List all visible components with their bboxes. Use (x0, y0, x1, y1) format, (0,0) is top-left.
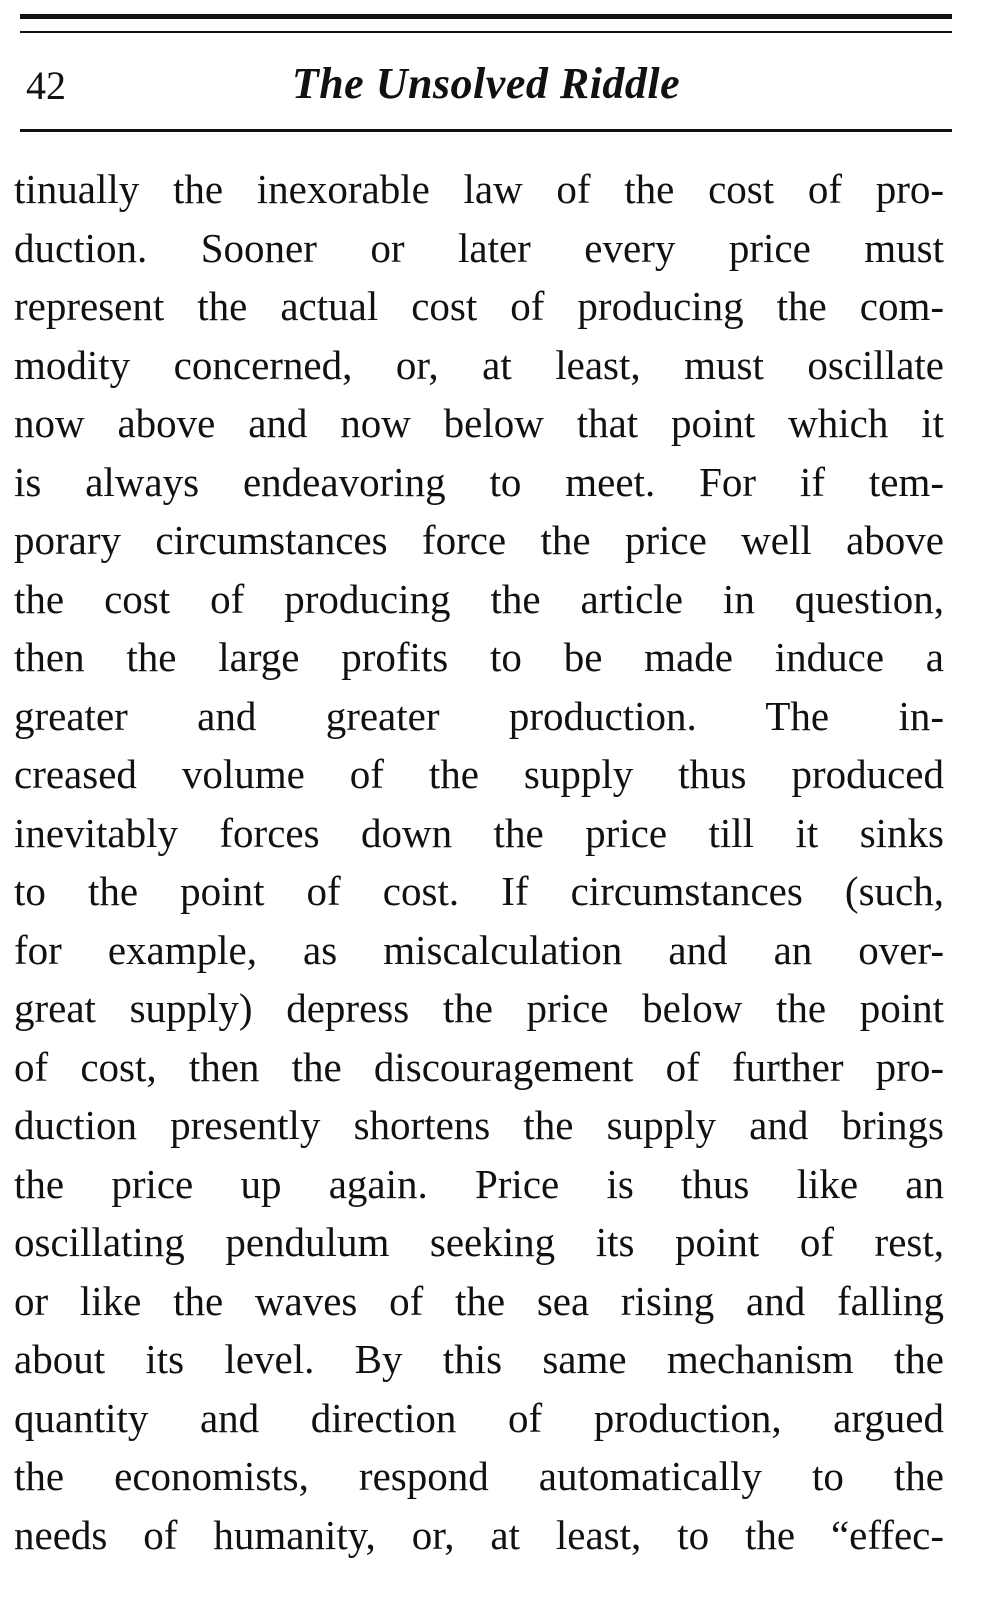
text-line: or like the waves of the sea rising and falling (14, 1277, 944, 1324)
header-rule-thin (20, 31, 952, 33)
text-line: for example, as miscalculation and an over- (14, 926, 944, 973)
text-line: inevitably forces down the price till it sinks (14, 809, 944, 856)
text-line: porary circumstances force the price well above (14, 517, 944, 563)
text-line: then the large profits to be made induce a (14, 634, 944, 680)
text-line: needs of humanity, or, at least, to the “effec- (14, 1511, 944, 1558)
text-line: modity concerned, or, at least, must oscillate (14, 341, 944, 388)
text-line: creased volume of the supply thus produced (14, 751, 944, 797)
header-rule-thick (20, 14, 952, 19)
text-line: to the point of cost. If circumstances (such, (14, 868, 944, 914)
text-line: great supply) depress the price below the point (14, 985, 944, 1031)
body-text (14, 160, 944, 1564)
text-line: about its level. By this same mechanism the (14, 1336, 944, 1382)
text-line: greater and greater production. The in- (14, 692, 944, 739)
header-underline-rule (20, 129, 952, 132)
running-title: The Unsolved Riddle (291, 59, 681, 108)
text-line: tinually the inexorable law of the cost of pro- (14, 166, 944, 212)
text-line: represent the actual cost of producing the com- (14, 283, 944, 329)
page-number: 42 (26, 63, 66, 108)
text-line: of cost, then the discouragement of further pro- (14, 1043, 944, 1090)
text-line: now above and now below that point which it (14, 400, 944, 446)
text-line: the cost of producing the article in question, (14, 575, 944, 622)
text-line: duction. Sooner or later every price must (14, 224, 944, 271)
page-header (20, 58, 952, 120)
text-line: oscillating pendulum seeking its point of rest, (14, 1219, 944, 1265)
text-line: the price up again. Price is thus like an (14, 1160, 944, 1207)
text-line: the economists, respond automatically to the (14, 1453, 944, 1499)
text-line: is always endeavoring to meet. For if tem- (14, 458, 944, 505)
text-line: duction presently shortens the supply and brings (14, 1102, 944, 1148)
text-line: quantity and direction of production, argued (14, 1394, 944, 1441)
